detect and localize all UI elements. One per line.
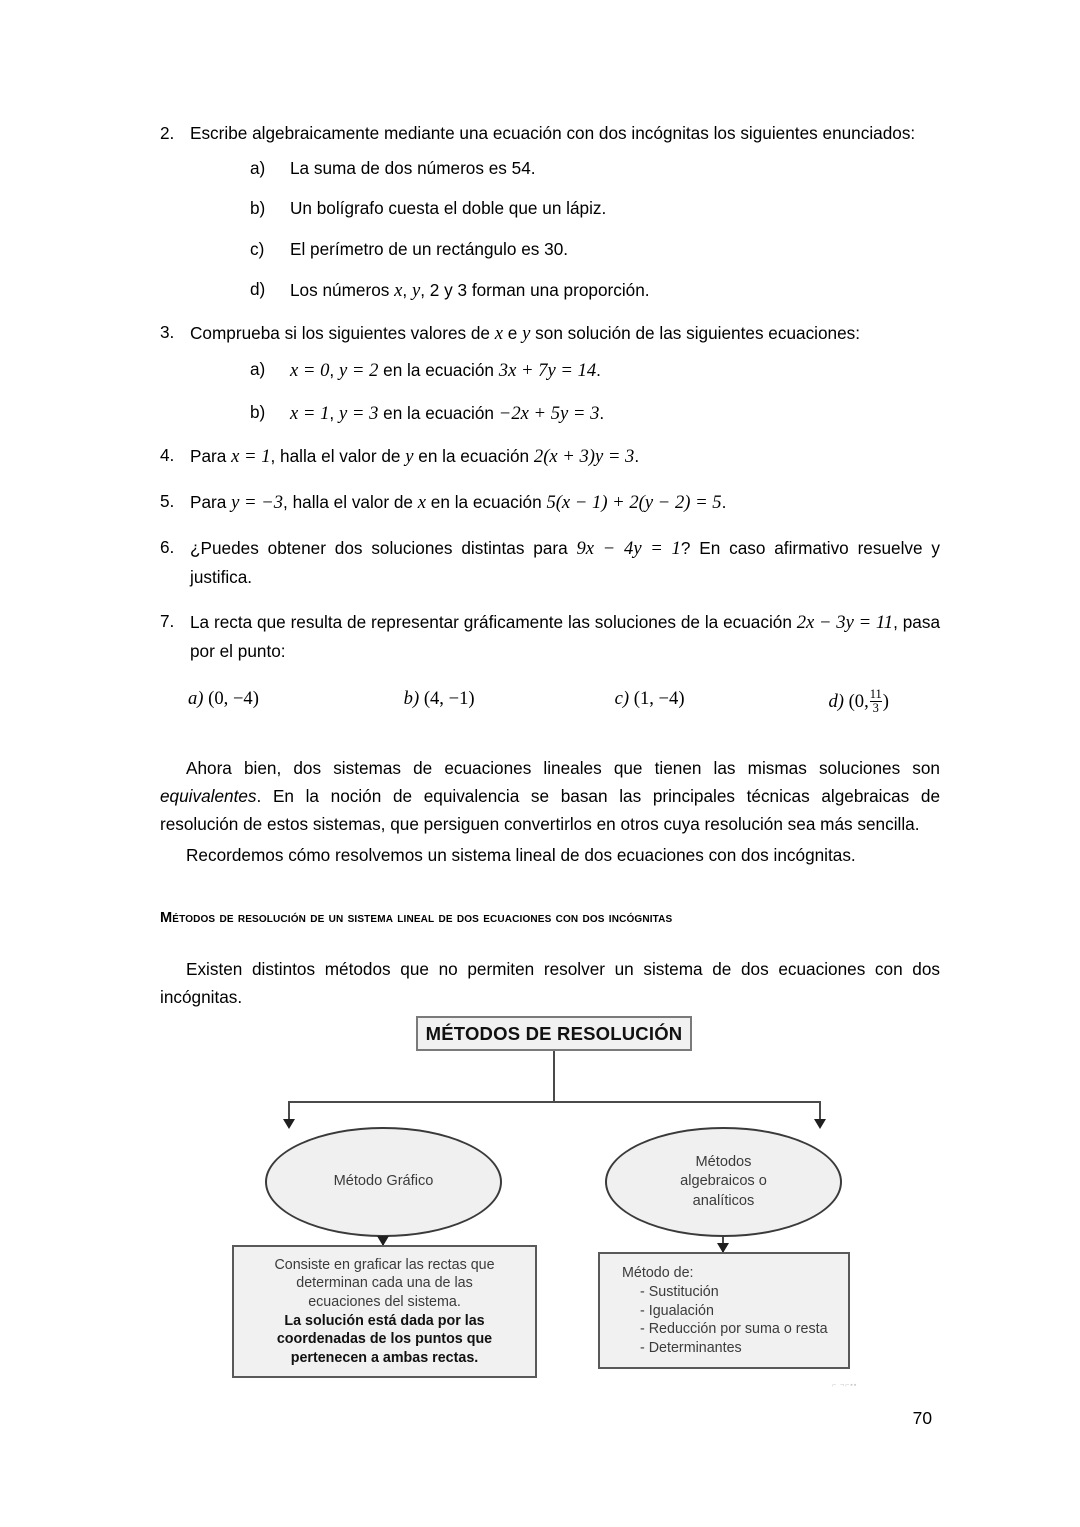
sub-item-text-pre: Los números [290,280,395,301]
sub-item-a [160,155,940,183]
option-d[interactable] [828,688,940,715]
paragraph-existen: Existen distintos métodos que no permiten resolver un sistema de dos ecuaciones con dos incógnitas. [160,959,940,1008]
exercise-text-pre: La recta que resulta de representar gráficamente las soluciones de la ecuación [190,611,797,632]
option-c[interactable] [615,688,829,715]
exercise-content [160,120,940,1012]
exercise-number: 7. [160,610,175,631]
exercise-item-4 [160,442,940,472]
fraction-numerator: 11 [869,686,882,701]
list-heading: Método de: [622,1264,694,1281]
math-var-x: x [394,280,403,302]
equation: −2x + 5y = 3 [498,403,600,425]
exercise-7-options [160,688,940,715]
paragraph-part1: Ahora bien, dos sistemas de ecuaciones lineales que tienen las mismas soluciones son [186,757,940,778]
equation-x-value: x = 1 [290,403,330,425]
desc-line-bold: coordenadas de los puntos que [276,1331,493,1348]
separator: , [329,403,339,424]
period: . [721,491,727,512]
exercise-text-post: son solución de las siguientes ecuaciones: [530,323,861,344]
box-metodo-grafico-desc [232,1245,537,1378]
exercise-text-mid: e [503,323,523,344]
option-value-pre: (0, [848,690,869,712]
exercise-item-6 [160,534,940,592]
section-heading: Métodos de resolución de un sistema lineal de dos ecuaciones con dos incógnitas [160,910,673,927]
arrowhead-to-right-ellipse [814,1119,826,1129]
ellipse-right-line2: algebraicos o [680,1173,767,1190]
paragraph-recordemos: Recordemos cómo resolvemos un sistema lineal de dos ecuaciones con dos incógnitas. [186,844,856,865]
sub-item-sep: , [402,280,412,301]
ellipse-right-line3: analíticos [692,1192,755,1209]
ellipse-metodos-algebraicos [605,1127,842,1237]
exercise-number: 3. [160,322,175,343]
ellipse-metodo-grafico [265,1127,502,1237]
sub-item-text-post: , 2 y 3 forman una proporción. [420,280,650,301]
exercise-item-5 [160,488,940,518]
sub-item-marker: a) [250,157,266,178]
page-number: 70 [912,1408,932,1428]
option-b[interactable] [404,688,615,715]
separator: , [329,360,339,381]
option-a[interactable] [188,688,404,715]
sub-item-text-mid: en la ecuación [378,403,499,424]
sub-item-marker: d) [250,279,266,300]
box-metodos-algebraicos-list [598,1252,850,1369]
exercise-text-mid2: en la ecuación [413,445,534,466]
exercise-item-3 [160,319,940,349]
desc-line-bold: La solución está dada por las [284,1312,485,1329]
equation: 3x + 7y = 14 [498,360,597,382]
exercise-text-mid: , halla el valor de [283,491,418,512]
desc-line: determinan cada una de las [296,1275,473,1292]
sub-item-b [160,195,940,223]
exercise-3-subitems [160,356,940,429]
methods-flowchart [220,1000,880,1400]
equation: 5(x − 1) + 2(y − 2) = 5 [546,491,722,513]
flowchart-title-box [416,1016,692,1051]
fraction-denominator: 3 [870,701,882,715]
exercise-text-pre: ¿Puedes obtener dos soluciones distintas para [190,537,577,558]
sub-item-b [160,399,940,429]
equation-x-value: x = 1 [231,445,271,467]
option-label: c) [614,687,630,709]
exercise-2-subitems [160,155,940,306]
exercise-item-2 [160,120,940,148]
exercise-text-mid: , halla el valor de [270,445,406,466]
exercise-text-post: , pasa por el punto: [190,611,940,662]
math-var-y: y [405,445,414,467]
equation-y-value: y = 2 [338,360,379,382]
exercise-text-pre: Para [190,445,232,466]
paragraph-part2: . En la noción de equivalencia se basan las principales técnicas algebraicas de resolución de estos sistemas, que persiguen convertirlos en otros cuya resolución sea más sencilla. [160,785,940,834]
equation: 2(x + 3)y = 3 [533,445,635,467]
exercise-item-7 [160,608,940,666]
exercise-text: Escribe algebraicamente mediante una ecuación con dos incógnitas los siguientes enunciados: [190,123,916,143]
sub-item-marker: a) [250,359,266,380]
math-var-x: x [417,491,427,513]
sub-item-text: Un bolígrafo cuesta el doble que un lápiz. [290,198,607,219]
arrowhead-to-left-ellipse [283,1119,295,1129]
option-label: a) [188,687,204,709]
connector-horizontal-split [288,1101,821,1103]
exercise-text-pre: Para [190,491,232,512]
exercise-number: 4. [160,444,175,465]
faint-watermark: ⌐ ¬⌐▪▪ [832,1382,858,1389]
sub-item-marker: b) [250,402,266,423]
exercise-text-mid2: en la ecuación [426,491,547,512]
sub-item-text-mid: en la ecuación [378,360,499,381]
desc-line-bold: pertenecen a ambas rectas. [290,1349,479,1366]
sub-item-marker: b) [250,198,266,219]
equation: 2x − 3y = 11 [796,611,894,633]
sub-item-marker: c) [250,238,265,259]
exercise-text-post: ? En caso afirmativo resuelve y justifica. [190,537,940,588]
exercise-number: 2. [160,123,175,143]
paragraph-equivalentes [160,755,940,839]
option-value: (4, −1) [423,687,475,709]
equation-y-value: y = 3 [338,403,379,425]
option-value-post: ) [882,690,889,712]
ellipse-left-label: Método Gráfico [333,1173,434,1190]
option-value: (1, −4) [633,687,685,709]
desc-line: ecuaciones del sistema. [308,1293,461,1310]
sub-item-text: El perímetro de un rectángulo es 30. [290,238,569,259]
option-label: b) [403,687,420,709]
equation-x-value: x = 0 [290,360,330,382]
equation-y-value: y = −3 [231,491,284,513]
math-var-x: x [494,323,504,345]
exercise-text-pre: Comprueba si los siguientes valores de [190,323,495,344]
list-item: - Sustitución [640,1284,719,1301]
sub-item-a [160,356,940,386]
period: . [596,360,601,381]
sub-item-text: La suma de dos números es 54. [290,157,536,178]
flowchart-title-text: MÉTODOS DE RESOLUCIÓN [425,1022,683,1044]
exercise-number: 6. [160,536,175,557]
period: . [634,445,640,466]
option-value: (0, −4) [208,687,259,709]
equation: 9x − 4y = 1 [576,537,681,559]
sub-item-c [160,236,940,264]
period: . [599,403,605,424]
desc-line: Consiste en graficar las rectas que [274,1256,495,1273]
list-item: - Reducción por suma o resta [640,1321,828,1338]
option-label: d) [828,690,844,712]
ellipse-right-label [680,1153,767,1211]
sub-item-d [160,276,940,306]
fraction [870,688,882,715]
connector-vertical-main [553,1051,555,1103]
math-var-y: y [522,323,531,345]
ellipse-right-line1: Métodos [695,1153,752,1170]
exercise-number: 5. [160,490,175,511]
list-item: - Igualación [640,1302,714,1319]
math-var-y: y [411,280,421,302]
paragraph-italic-term: equivalentes [160,785,257,806]
list-item: - Determinantes [640,1339,742,1356]
